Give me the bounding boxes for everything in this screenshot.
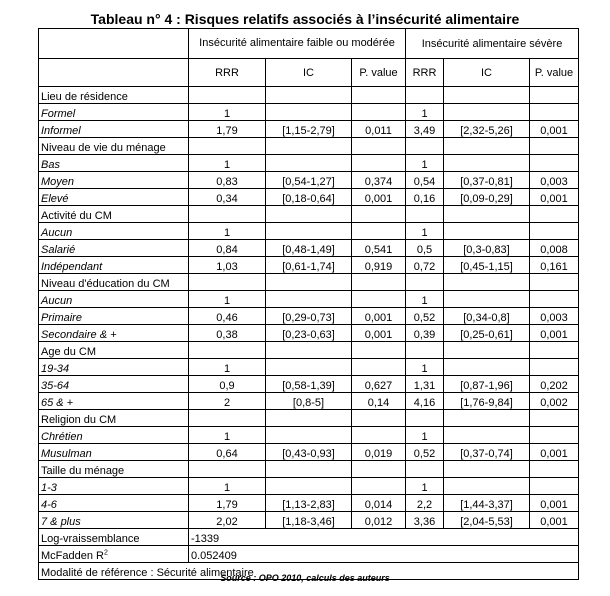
cell-rrr-moderate: 0,84 [189,240,266,257]
cell-ic-moderate: [0,58-1,39] [266,376,352,393]
cell-ic-severe: [2,32-5,26] [444,121,530,138]
empty-cell [406,461,444,478]
cell-ic-severe: [2,04-5,53] [444,512,530,529]
cell-pvalue-moderate: 0,001 [352,325,406,342]
empty-cell [530,461,579,478]
cell-pvalue-moderate [352,291,406,308]
header-row-groups [39,29,579,59]
cell-pvalue-severe [530,223,579,240]
table-row [39,291,579,308]
cell-rrr-severe: 1 [406,291,444,308]
cell-ic-moderate [266,427,352,444]
table-row [39,495,579,512]
section-row [39,461,579,478]
empty-cell [352,87,406,104]
empty-cell [406,274,444,291]
cell-rrr-moderate: 1,03 [189,257,266,274]
cell-ic-severe [444,359,530,376]
header-pvalue: P. value [530,59,579,87]
cell-pvalue-severe: 0,001 [530,121,579,138]
cell-pvalue-severe: 0,001 [530,444,579,461]
cell-ic-moderate: [1,18-3,46] [266,512,352,529]
empty-cell [352,461,406,478]
cell-ic-moderate: [0,18-0,64] [266,189,352,206]
cell-ic-severe [444,223,530,240]
header-rrr: RRR [189,59,266,87]
empty-cell [266,206,352,223]
cell-pvalue-moderate: 0,541 [352,240,406,257]
empty-cell [189,342,266,359]
cell-ic-moderate: [0,23-0,63] [266,325,352,342]
cell-pvalue-severe: 0,002 [530,393,579,410]
table-title: Tableau n° 4 : Risques relatifs associés à l’insécurité alimentaire [90,11,520,27]
empty-cell [444,87,530,104]
cell-pvalue-moderate: 0,012 [352,512,406,529]
row-label: Aucun [39,291,189,308]
header-empty-cell [39,29,189,59]
row-label: Informel [39,121,189,138]
cell-pvalue-severe: 0,008 [530,240,579,257]
empty-cell [406,342,444,359]
row-label: Salarié [39,240,189,257]
cell-pvalue-moderate [352,427,406,444]
cell-rrr-severe: 3,49 [406,121,444,138]
cell-rrr-severe: 0,72 [406,257,444,274]
cell-rrr-moderate: 0,46 [189,308,266,325]
cell-rrr-moderate: 1 [189,104,266,121]
cell-ic-moderate [266,155,352,172]
cell-rrr-severe: 0,52 [406,308,444,325]
empty-cell [530,342,579,359]
row-label: Aucun [39,223,189,240]
section-label: Activité du CM [39,206,189,223]
cell-ic-severe: [1,44-3,37] [444,495,530,512]
cell-rrr-severe: 0,52 [406,444,444,461]
empty-cell [444,410,530,427]
header-empty-cell [39,59,189,87]
empty-cell [189,87,266,104]
table-row [39,376,579,393]
cell-rrr-severe: 1 [406,359,444,376]
cell-rrr-moderate: 1,79 [189,121,266,138]
cell-pvalue-moderate: 0,374 [352,172,406,189]
cell-pvalue-severe: 0,001 [530,512,579,529]
section-row [39,206,579,223]
empty-cell [266,87,352,104]
cell-pvalue-severe: 0,001 [530,325,579,342]
table-body [39,29,579,529]
table-row [39,308,579,325]
loglik-value: -1339 [189,529,579,546]
loglik-label: Log-vraissemblance [39,529,189,546]
cell-pvalue-moderate [352,359,406,376]
empty-cell [266,410,352,427]
row-label: Musulman [39,444,189,461]
table-row [39,104,579,121]
loglik-row [39,529,579,546]
cell-ic-severe: [0,3-0,83] [444,240,530,257]
cell-pvalue-severe: 0,202 [530,376,579,393]
cell-ic-moderate: [1,13-2,83] [266,495,352,512]
cell-rrr-moderate: 0,64 [189,444,266,461]
cell-rrr-moderate: 0,34 [189,189,266,206]
empty-cell [406,410,444,427]
cell-ic-severe: [0,87-1,96] [444,376,530,393]
empty-cell [352,274,406,291]
section-label: Religion du CM [39,410,189,427]
cell-ic-moderate: [0,43-0,93] [266,444,352,461]
cell-ic-moderate [266,223,352,240]
cell-pvalue-severe [530,104,579,121]
row-label: Moyen [39,172,189,189]
cell-ic-moderate [266,104,352,121]
cell-ic-moderate [266,359,352,376]
table-footer [39,529,579,580]
source-note: Source : OPO 2010, calculs des auteurs [220,573,390,583]
section-row [39,138,579,155]
empty-cell [444,206,530,223]
empty-cell [189,206,266,223]
cell-pvalue-moderate: 0,019 [352,444,406,461]
empty-cell [352,138,406,155]
table-row [39,257,579,274]
cell-rrr-severe: 1 [406,104,444,121]
cell-ic-severe: [0,25-0,61] [444,325,530,342]
cell-rrr-severe: 1 [406,478,444,495]
empty-cell [352,206,406,223]
empty-cell [406,138,444,155]
cell-pvalue-severe: 0,001 [530,189,579,206]
cell-rrr-severe: 4,16 [406,393,444,410]
cell-rrr-severe: 0,54 [406,172,444,189]
mcfadden-sup: 2 [103,549,108,557]
empty-cell [189,461,266,478]
table-row [39,478,579,495]
header-pvalue: P. value [352,59,406,87]
cell-pvalue-moderate: 0,011 [352,121,406,138]
empty-cell [266,342,352,359]
table-row [39,121,579,138]
cell-rrr-severe: 1 [406,155,444,172]
cell-rrr-moderate: 0,9 [189,376,266,393]
cell-ic-moderate [266,291,352,308]
section-row [39,274,579,291]
empty-cell [189,410,266,427]
empty-cell [266,461,352,478]
header-rrr: RRR [406,59,444,87]
cell-rrr-moderate: 2 [189,393,266,410]
empty-cell [530,410,579,427]
cell-pvalue-severe [530,427,579,444]
empty-cell [530,274,579,291]
cell-pvalue-moderate: 0,001 [352,189,406,206]
row-label: Primaire [39,308,189,325]
header-group-severe: Insécurité alimentaire sévère [406,29,579,59]
cell-ic-severe [444,478,530,495]
table-row [39,359,579,376]
table-row [39,240,579,257]
cell-rrr-moderate: 1,79 [189,495,266,512]
cell-rrr-moderate: 1 [189,478,266,495]
cell-ic-severe [444,155,530,172]
cell-pvalue-severe [530,478,579,495]
row-label: 35-64 [39,376,189,393]
table-row [39,325,579,342]
section-label: Niveau d'éducation du CM [39,274,189,291]
cell-rrr-moderate: 1 [189,155,266,172]
cell-rrr-severe: 0,39 [406,325,444,342]
cell-rrr-severe: 1,31 [406,376,444,393]
cell-ic-severe: [0,37-0,74] [444,444,530,461]
empty-cell [406,206,444,223]
cell-rrr-moderate: 1 [189,359,266,376]
cell-pvalue-severe [530,359,579,376]
table-row [39,444,579,461]
section-row [39,342,579,359]
cell-ic-moderate: [0,29-0,73] [266,308,352,325]
row-label: Secondaire & + [39,325,189,342]
section-label: Taille du ménage [39,461,189,478]
empty-cell [444,461,530,478]
table-row [39,427,579,444]
cell-pvalue-moderate [352,104,406,121]
table-row [39,393,579,410]
row-label: Bas [39,155,189,172]
header-row-columns [39,59,579,87]
reference-note: Modalité de référence : Sécurité alimentaire [39,563,579,580]
section-row [39,87,579,104]
cell-rrr-moderate: 0,83 [189,172,266,189]
cell-ic-severe [444,104,530,121]
cell-pvalue-moderate: 0,014 [352,495,406,512]
row-label: Formel [39,104,189,121]
empty-cell [530,138,579,155]
cell-pvalue-moderate [352,223,406,240]
table-row [39,189,579,206]
cell-pvalue-moderate [352,155,406,172]
cell-rrr-severe: 0,16 [406,189,444,206]
cell-ic-moderate: [0,48-1,49] [266,240,352,257]
row-label: Indépendant [39,257,189,274]
cell-ic-moderate: [0,61-1,74] [266,257,352,274]
cell-rrr-severe: 2,2 [406,495,444,512]
cell-rrr-severe: 3,36 [406,512,444,529]
cell-pvalue-severe: 0,003 [530,172,579,189]
cell-rrr-moderate: 1 [189,223,266,240]
cell-pvalue-moderate: 0,14 [352,393,406,410]
cell-ic-moderate: [1,15-2,79] [266,121,352,138]
cell-rrr-moderate: 2,02 [189,512,266,529]
empty-cell [530,87,579,104]
cell-rrr-severe: 1 [406,427,444,444]
header-group-moderate: Insécurité alimentaire faible ou modérée [189,29,406,59]
cell-pvalue-moderate: 0,001 [352,308,406,325]
cell-ic-severe: [0,34-0,8] [444,308,530,325]
section-label: Niveau de vie du ménage [39,138,189,155]
row-label: 7 & plus [39,512,189,529]
row-label: Elevé [39,189,189,206]
section-row [39,410,579,427]
row-label: 65 & + [39,393,189,410]
table-row [39,155,579,172]
row-label: Chrétien [39,427,189,444]
cell-rrr-severe: 0,5 [406,240,444,257]
empty-cell [352,410,406,427]
cell-rrr-moderate: 1 [189,291,266,308]
cell-pvalue-severe: 0,003 [530,308,579,325]
mcfadden-row [39,546,579,563]
row-label: 4-6 [39,495,189,512]
cell-ic-severe: [1,76-9,84] [444,393,530,410]
empty-cell [444,342,530,359]
empty-cell [352,342,406,359]
table-row [39,223,579,240]
cell-ic-severe [444,291,530,308]
table-row [39,172,579,189]
empty-cell [189,274,266,291]
row-label: 1-3 [39,478,189,495]
empty-cell [189,138,266,155]
empty-cell [266,138,352,155]
mcfadden-value: 0.052409 [189,546,579,563]
empty-cell [444,274,530,291]
cell-ic-severe: [0,09-0,29] [444,189,530,206]
header-ic: IC [444,59,530,87]
cell-ic-moderate: [0,8-5] [266,393,352,410]
cell-pvalue-moderate: 0,627 [352,376,406,393]
cell-ic-moderate [266,478,352,495]
empty-cell [530,206,579,223]
row-label: 19-34 [39,359,189,376]
section-label: Lieu de résidence [39,87,189,104]
cell-ic-severe: [0,37-0,81] [444,172,530,189]
cell-rrr-moderate: 0,38 [189,325,266,342]
table-row [39,512,579,529]
mcfadden-label: McFadden $R^2$ [39,546,189,563]
empty-cell [406,87,444,104]
cell-rrr-moderate: 1 [189,427,266,444]
section-label: Age du CM [39,342,189,359]
risk-table [38,28,579,580]
cell-ic-moderate: [0,54-1,27] [266,172,352,189]
cell-ic-severe [444,427,530,444]
cell-pvalue-severe [530,291,579,308]
empty-cell [266,274,352,291]
cell-pvalue-moderate: 0,919 [352,257,406,274]
header-ic: IC [266,59,352,87]
cell-pvalue-moderate [352,478,406,495]
cell-rrr-severe: 1 [406,223,444,240]
cell-pvalue-severe: 0,001 [530,495,579,512]
cell-pvalue-severe: 0,161 [530,257,579,274]
cell-pvalue-severe [530,155,579,172]
empty-cell [444,138,530,155]
cell-ic-severe: [0,45-1,15] [444,257,530,274]
